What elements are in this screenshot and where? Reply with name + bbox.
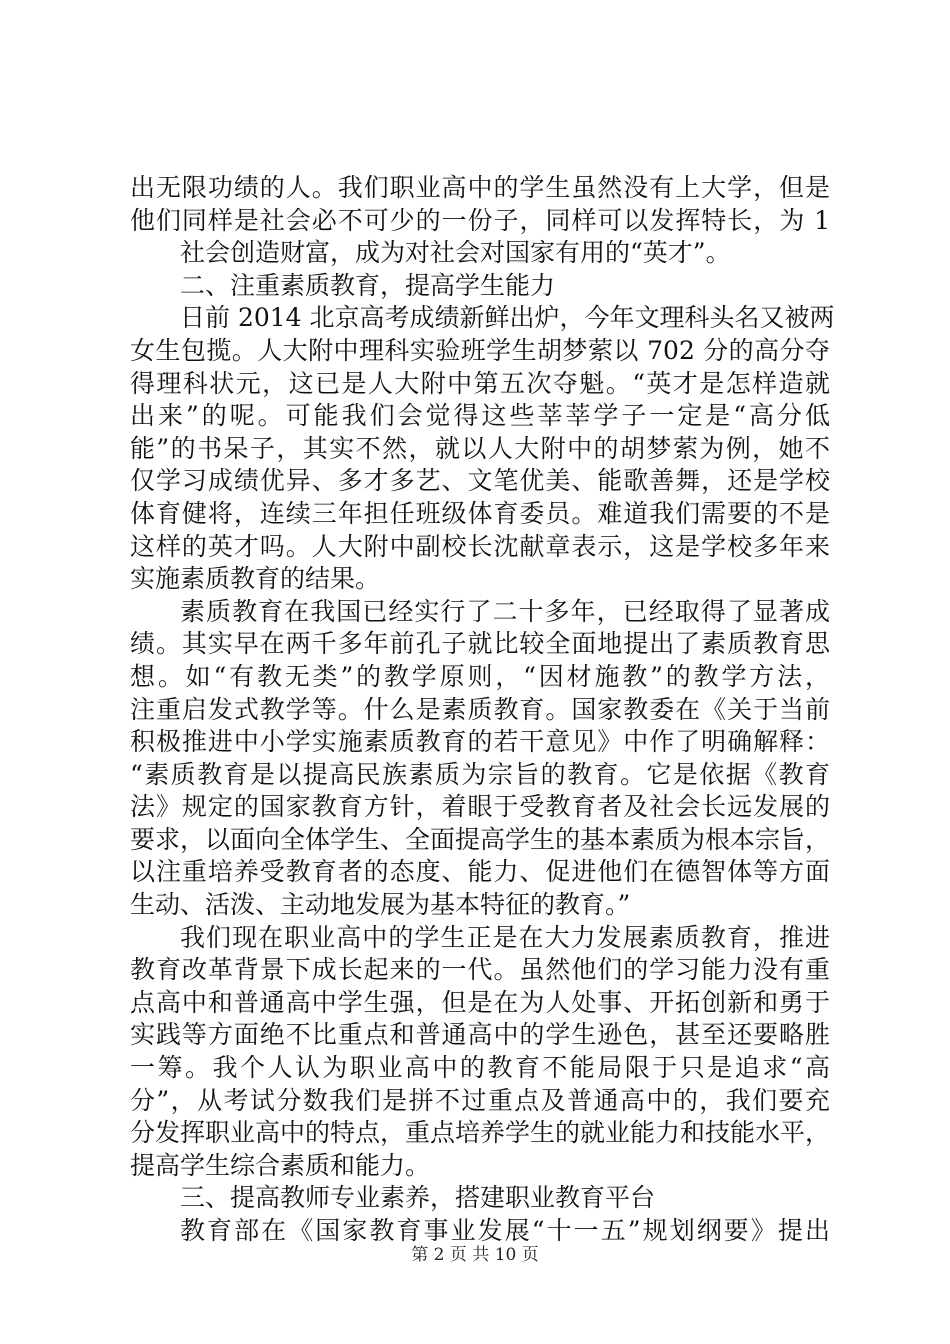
text-line: 出来”的呢。可能我们会觉得这些莘莘学子一定是“高分低 — [130, 401, 830, 431]
text-line: 仅学习成绩优异、多才多艺、文笔优美、能歌善舞，还是学校 — [130, 466, 830, 496]
page-footer — [0, 1244, 950, 1266]
text-line: 分发挥职业高中的特点，重点培养学生的就业能力和技能水平， — [130, 1118, 831, 1148]
text-line: 以注重培养受教育者的态度、能力、促进他们在德智体等方面 — [130, 857, 830, 887]
text-line: 素质教育在我国已经实行了二十多年，已经取得了显著成 — [180, 596, 830, 626]
text-line: 注重启发式教学等。什么是素质教育。国家教委在《关于当前 — [130, 694, 830, 724]
text-line: 他们同样是社会必不可少的一份子，同样可以发挥特长，为 1 — [130, 205, 830, 235]
text-line: 得理科状元，这已是人大附中第五次夺魁。“英才是怎样造就 — [130, 368, 830, 398]
text-line: 体育健将，连续三年担任班级体育委员。难道我们需要的不是 — [130, 498, 830, 528]
text-line: 生动、活泼、主动地发展为基本特征的教育。” — [130, 890, 631, 920]
text-line: 分”，从考试分数我们是拼不过重点及普通高中的，我们要充 — [130, 1085, 830, 1115]
page-number: 第 2 页 共 10 页 — [411, 1245, 539, 1265]
text-line: 社会创造财富，成为对社会对国家有用的“英才”。 — [180, 238, 731, 268]
text-line: 一筹。我个人认为职业高中的教育不能局限于只是追求“高 — [130, 1053, 830, 1083]
text-line: 实施素质教育的结果。 — [130, 564, 381, 594]
text-line: 法》规定的国家教育方针，着眼于受教育者及社会长远发展的 — [130, 792, 830, 822]
text-line: 教育改革背景下成长起来的一代。虽然他们的学习能力没有重 — [130, 955, 830, 985]
section-heading: 二、注重素质教育，提高学生能力 — [180, 270, 556, 300]
text-line: 教育部在《国家教育事业发展“十一五”规划纲要》提出 — [180, 1216, 830, 1245]
text-line: 想。如“有教无类”的教学原则，“因材施教”的教学方法， — [130, 661, 830, 691]
body-text — [130, 172, 835, 1248]
text-line: 我们现在职业高中的学生正是在大力发展素质教育，推进 — [180, 922, 830, 952]
text-line: 绩。其实早在两千多年前孔子就比较全面地提出了素质教育思 — [130, 629, 830, 659]
text-line: 能”的书呆子，其实不然，就以人大附中的胡梦萦为例，她不 — [130, 433, 830, 463]
text-line: “素质教育是以提高民族素质为宗旨的教育。它是依据《教育 — [130, 759, 830, 789]
section-heading: 三、提高教师专业素养，搭建职业教育平台 — [180, 1183, 656, 1213]
text-line: 日前 2014 北京高考成绩新鲜出炉，今年文理科头名又被两 — [180, 303, 835, 333]
text-line: 实践等方面绝不比重点和普通高中的学生逊色，甚至还要略胜 — [130, 1020, 830, 1050]
text-line: 要求，以面向全体学生、全面提高学生的基本素质为根本宗旨， — [130, 824, 831, 854]
text-line: 女生包揽。人大附中理科实验班学生胡梦萦以 702 分的高分夺 — [130, 335, 830, 365]
text-line: 提高学生综合素质和能力。 — [130, 1150, 431, 1180]
text-line: 出无限功绩的人。我们职业高中的学生虽然没有上大学，但是 — [130, 173, 830, 202]
text-line: 点高中和普通高中学生强，但是在为人处事、开拓创新和勇于 — [130, 987, 830, 1017]
text-line: 这样的英才吗。人大附中副校长沈献章表示，这是学校多年来 — [130, 531, 830, 561]
text-line: 积极推进中小学实施素质教育的若干意见》中作了明确解释： — [130, 727, 830, 757]
